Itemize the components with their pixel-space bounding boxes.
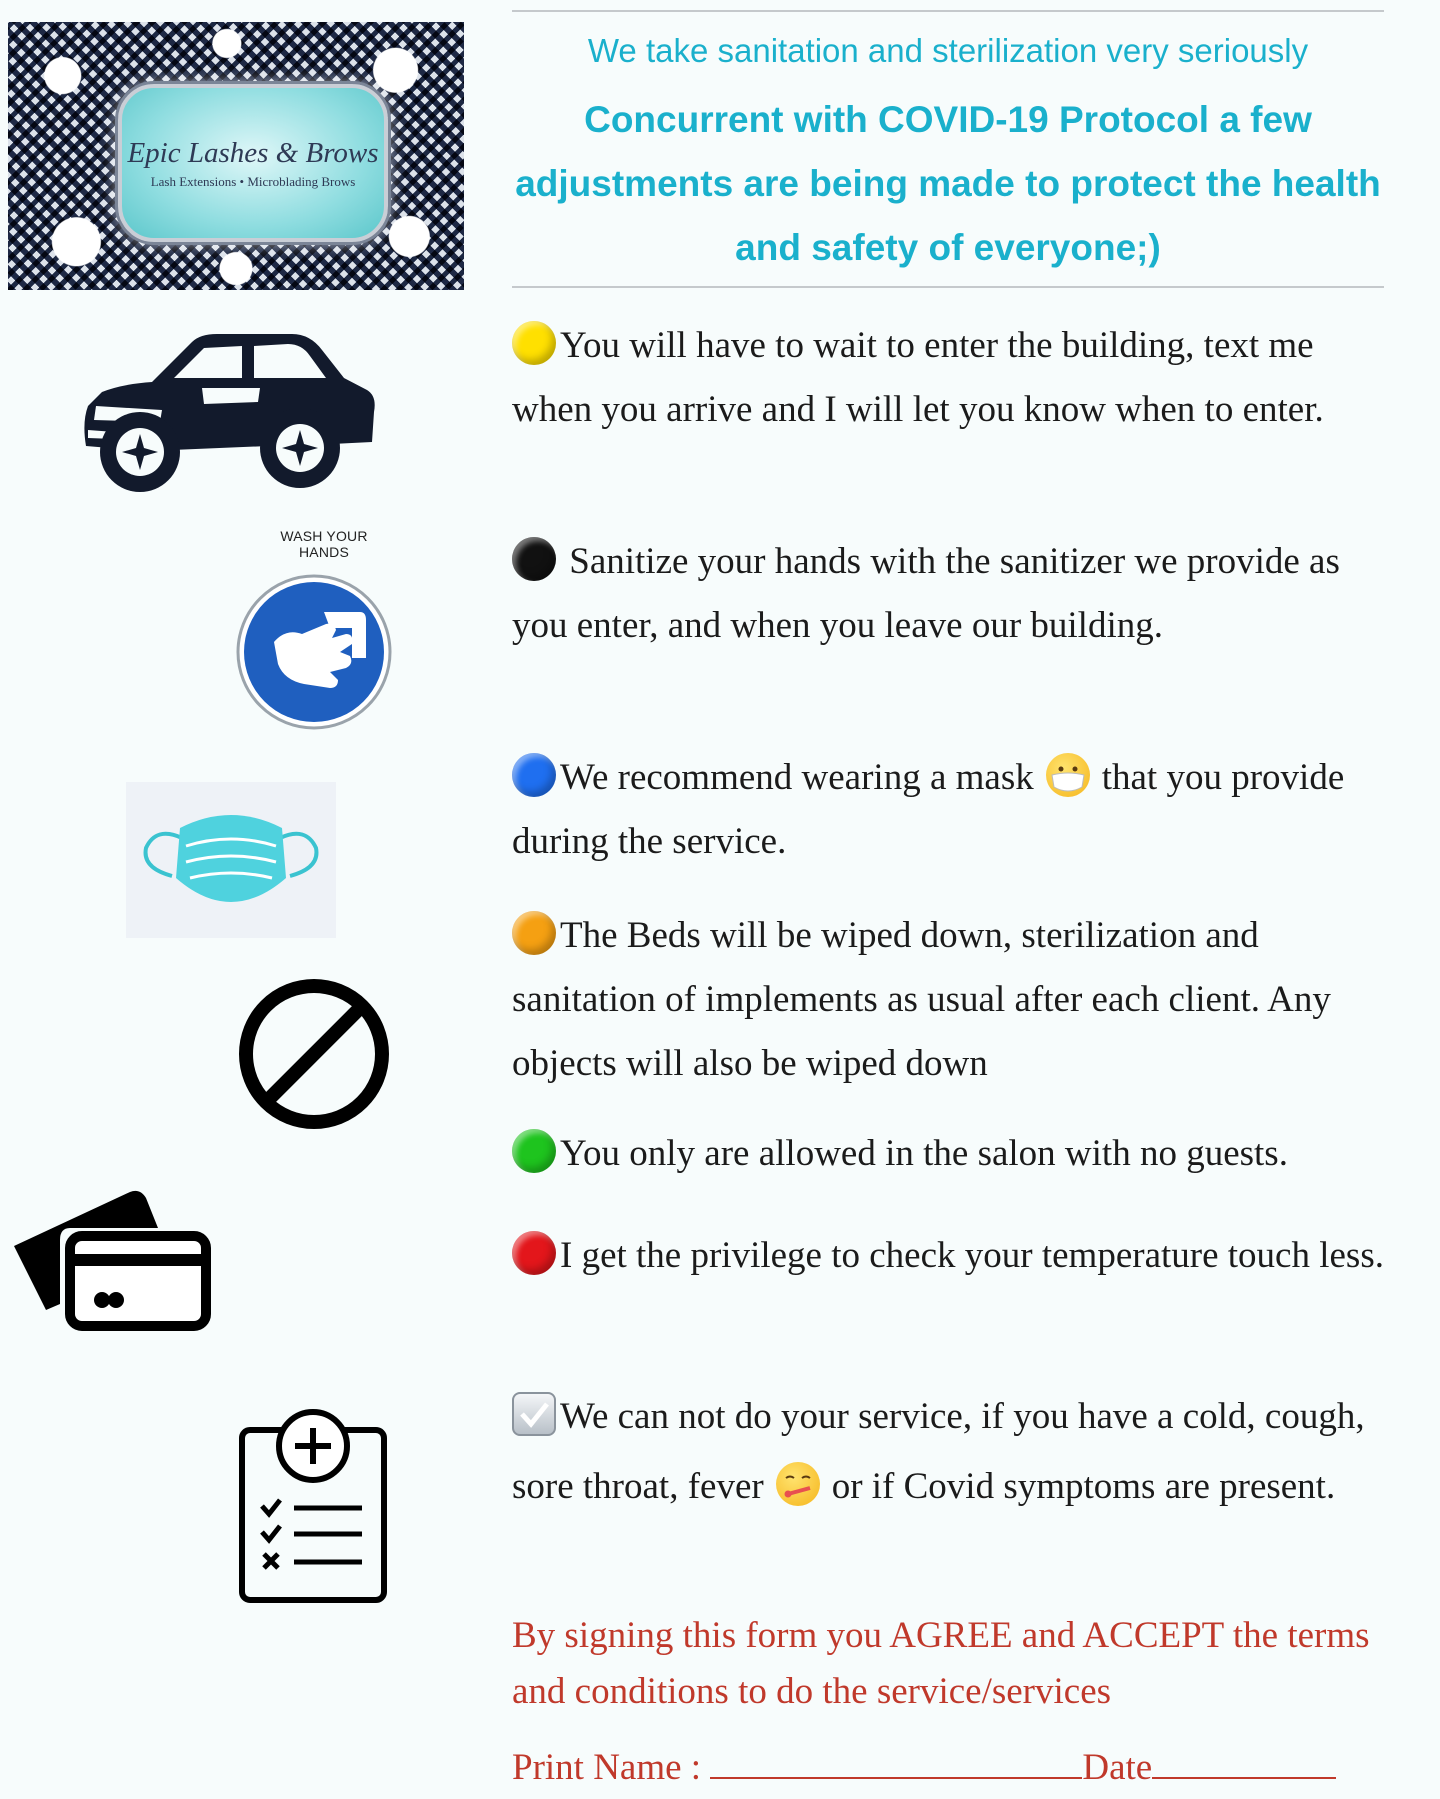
rule-text: We can not do your service, if you have a cold, cough, sore throat, fever: [512, 1396, 1365, 1507]
face-mask-icon: [142, 808, 320, 914]
signature-line: [512, 1746, 1392, 1789]
rule-text: I get the privilege to check your temperature touch less.: [560, 1235, 1384, 1276]
rule-text: You will have to wait to enter the building, text me when you arrive and I will let you know when to enter.: [512, 325, 1324, 430]
orange-circle-icon: [512, 911, 556, 955]
rule-text: The Beds will be wiped down, sterilization and sanitation of implements as usual after each client. Any objects will also be wiped down: [512, 915, 1331, 1084]
black-circle-icon: [512, 537, 556, 581]
yellow-circle-icon: [512, 321, 556, 365]
logo: [8, 22, 464, 290]
rule-text: We recommend wearing a mask: [560, 757, 1034, 798]
date-label: Date: [1082, 1747, 1153, 1788]
logo-subtitle: Lash Extensions • Microblading Brows: [150, 173, 356, 189]
rule-item-4: [512, 904, 1392, 1096]
wash-hands-label: WASH YOUR HANDS: [280, 528, 368, 560]
hand-wash-icon: [234, 572, 394, 732]
mask-face-emoji-icon: [1046, 753, 1090, 797]
logo-title: Epic Lashes & Brows: [127, 136, 379, 169]
no-entry-icon: [236, 976, 392, 1132]
rule-item-2: [512, 530, 1392, 658]
print-name-label: Print Name :: [512, 1747, 702, 1788]
header-line2: Concurrent with COVID-19 Protocol a few adjustments are being made to protect the health and safety of everyone;): [515, 99, 1381, 268]
rule-item-6: [512, 1224, 1392, 1288]
rule-item-3: [512, 746, 1392, 874]
print-name-field[interactable]: [710, 1747, 1082, 1779]
medical-checklist-icon: [236, 1406, 390, 1606]
rule-text: You only are allowed in the salon with no guests.: [560, 1133, 1288, 1174]
rule-text: Sanitize your hands with the sanitizer we provide as you enter, and when you leave our building.: [512, 541, 1340, 646]
green-circle-icon: [512, 1129, 556, 1173]
rule-item-7: [512, 1382, 1392, 1522]
car-icon: [82, 322, 382, 504]
rule-text: or if Covid symptoms are present.: [831, 1466, 1336, 1507]
rule-text: that you provide during the service.: [512, 757, 1345, 862]
thermometer-face-emoji-icon: [776, 1462, 820, 1506]
check-box-icon: [512, 1392, 556, 1436]
rule-item-5: [512, 1122, 1392, 1186]
blue-circle-icon: [512, 753, 556, 797]
agreement-text: By signing this form you AGREE and ACCEPT the terms and conditions to do the service/services: [512, 1615, 1370, 1712]
header-divider: [512, 286, 1384, 288]
date-field[interactable]: [1152, 1747, 1336, 1779]
header-line1: We take sanitation and sterilization very seriously: [587, 32, 1309, 69]
red-circle-icon: [512, 1231, 556, 1275]
top-divider: [512, 10, 1384, 12]
credit-card-icon: [10, 1184, 212, 1334]
logo-plaque: [118, 84, 388, 242]
rule-item-1: [512, 314, 1392, 442]
